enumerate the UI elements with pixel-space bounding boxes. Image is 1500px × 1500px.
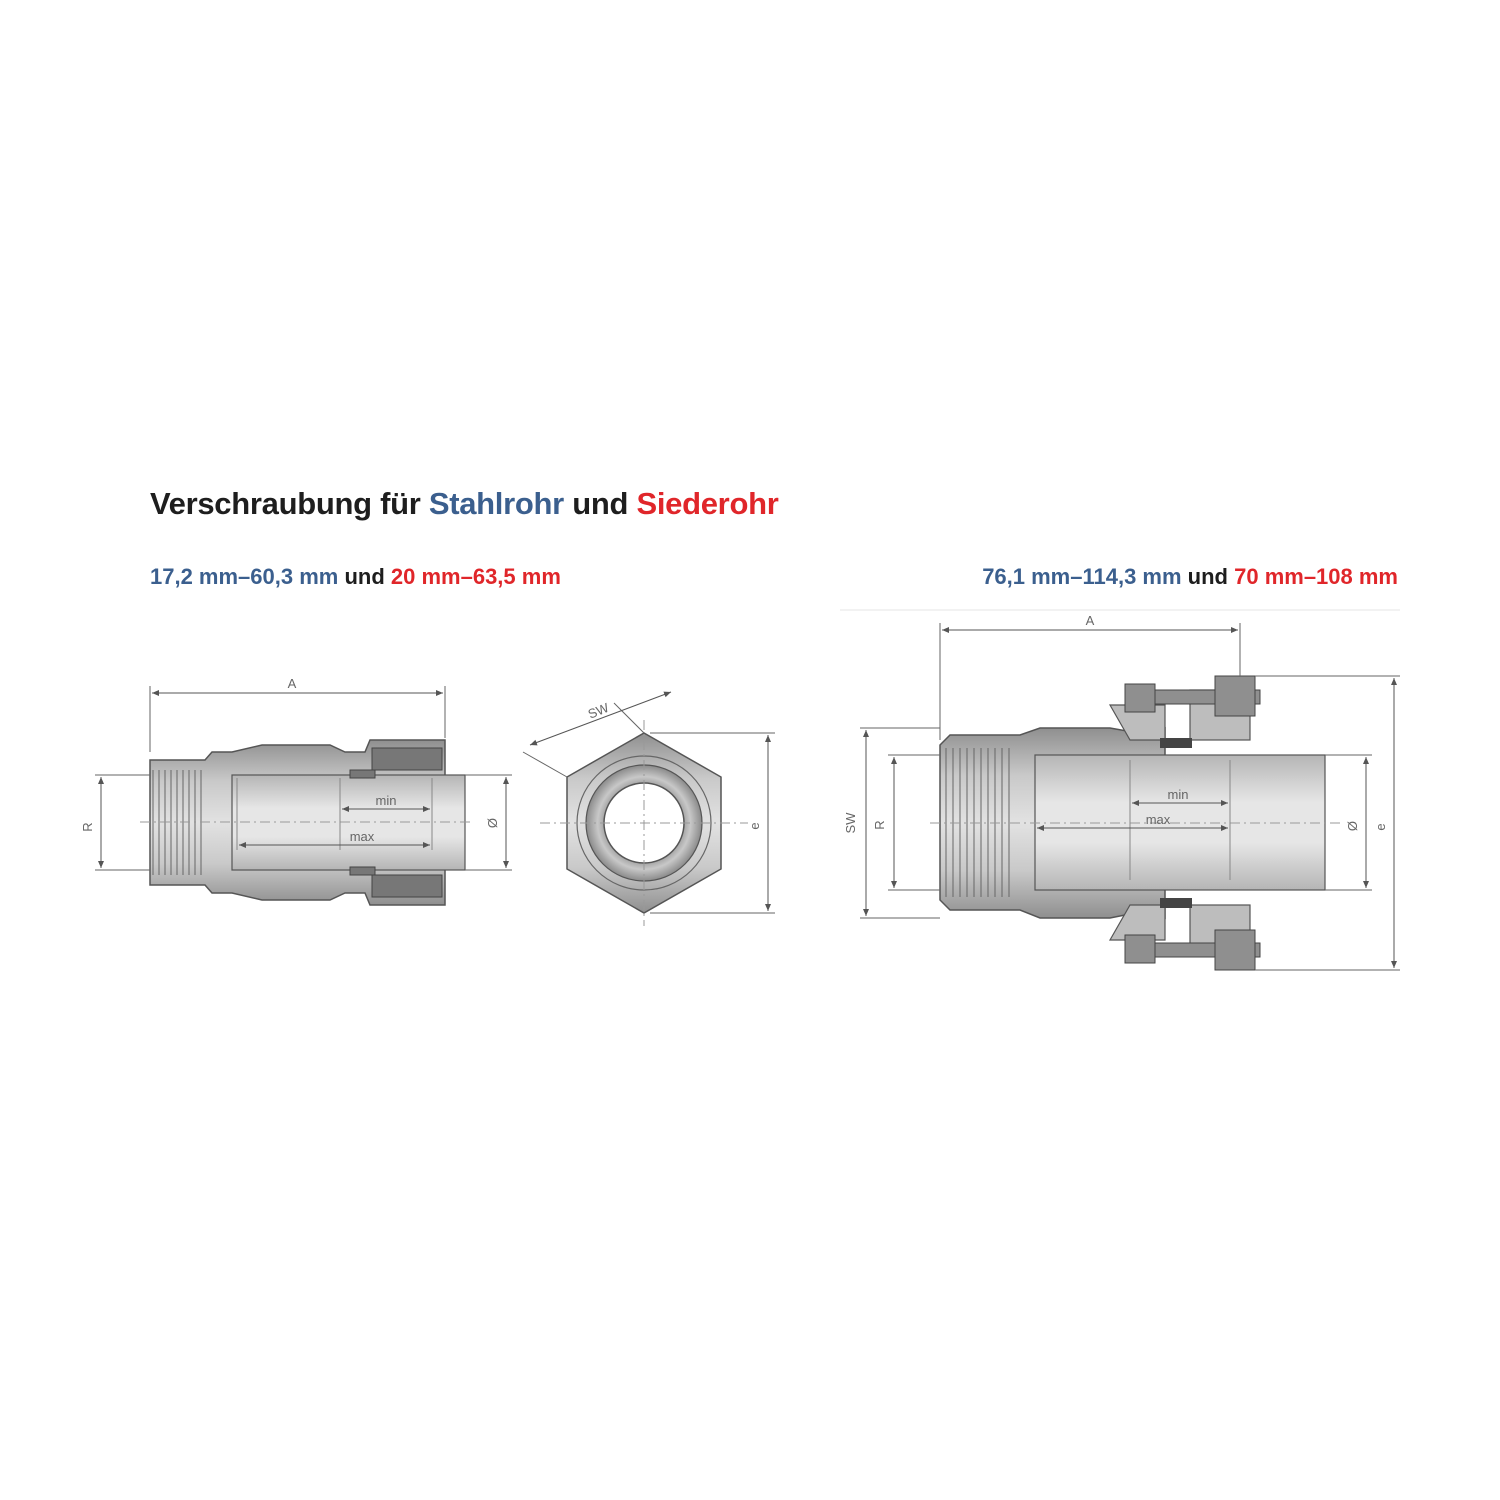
right-dim-e: e — [1373, 823, 1388, 831]
left-dim-r: R — [80, 822, 95, 832]
title-boiler-pipe: Siederohr — [636, 486, 779, 521]
right-boiler-range: 70 mm–108 mm — [1234, 564, 1398, 589]
left-dim-phi: Ø — [485, 817, 500, 829]
left-steel-range: 17,2 mm–60,3 mm — [150, 564, 339, 589]
left-side-view — [80, 676, 512, 905]
right-dim-sw: SW — [843, 812, 858, 834]
title-prefix: Verschraubung für — [150, 486, 429, 521]
right-dim-r: R — [872, 820, 887, 830]
left-dim-sw: SW — [585, 699, 611, 722]
left-dim-max: max — [349, 829, 375, 844]
left-dim-e: e — [747, 822, 762, 830]
right-dim-a: A — [1085, 613, 1095, 628]
right-dim-min: min — [1167, 787, 1189, 802]
left-end-view — [523, 692, 775, 926]
right-dim-max: max — [1145, 812, 1171, 827]
left-boiler-range: 20 mm–63,5 mm — [390, 564, 561, 589]
left-und: und — [338, 564, 391, 589]
right-und: und — [1181, 564, 1235, 589]
right-side-view — [843, 613, 1400, 970]
left-dim-min: min — [375, 793, 397, 808]
right-dim-phi: Ø — [1345, 820, 1360, 832]
title-joiner: und — [563, 486, 637, 521]
title-steel-pipe: Stahlrohr — [428, 486, 564, 521]
left-dim-a: A — [287, 676, 297, 691]
right-steel-range: 76,1 mm–114,3 mm — [982, 564, 1182, 589]
